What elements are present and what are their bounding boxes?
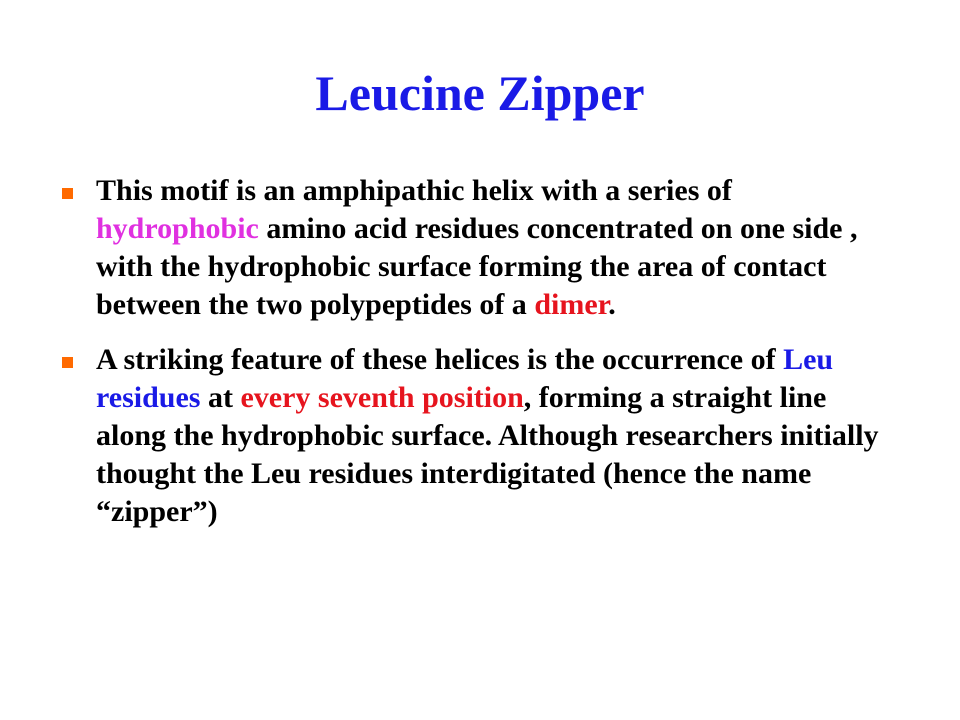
- bullet-list: [62, 172, 902, 548]
- term-every-seventh-position: every seventh position: [240, 381, 524, 414]
- bullet-item-leu-feature: [62, 341, 902, 531]
- bullet-2-text-a: A striking feature of these helices is the occurrence of: [96, 343, 784, 376]
- square-bullet-icon: [62, 357, 73, 368]
- slide-title: Leucine Zipper: [315, 65, 645, 121]
- bullet-2-text-b: at: [200, 381, 241, 414]
- square-bullet-icon: [62, 188, 73, 199]
- bullet-1-text-b: amino acid residues concentrated on one side , with the hydrophobic surface forming the area of contact between the two polypeptides of a: [96, 212, 858, 321]
- bullet-2-text-c: , forming a straight line along the hydrophobic surface. Although researchers initially thought the Leu residues interdigitated (hence the name “zipper”): [96, 381, 879, 528]
- term-dimer: dimer: [534, 288, 609, 321]
- term-hydrophobic: hydrophobic: [96, 212, 259, 245]
- bullet-item-motif: [62, 172, 902, 324]
- term-leu-residues: Leu residues: [96, 343, 834, 414]
- bullet-1-text-c: .: [608, 288, 616, 321]
- bullet-1-text-a: This motif is an amphipathic helix with a series of: [96, 174, 732, 207]
